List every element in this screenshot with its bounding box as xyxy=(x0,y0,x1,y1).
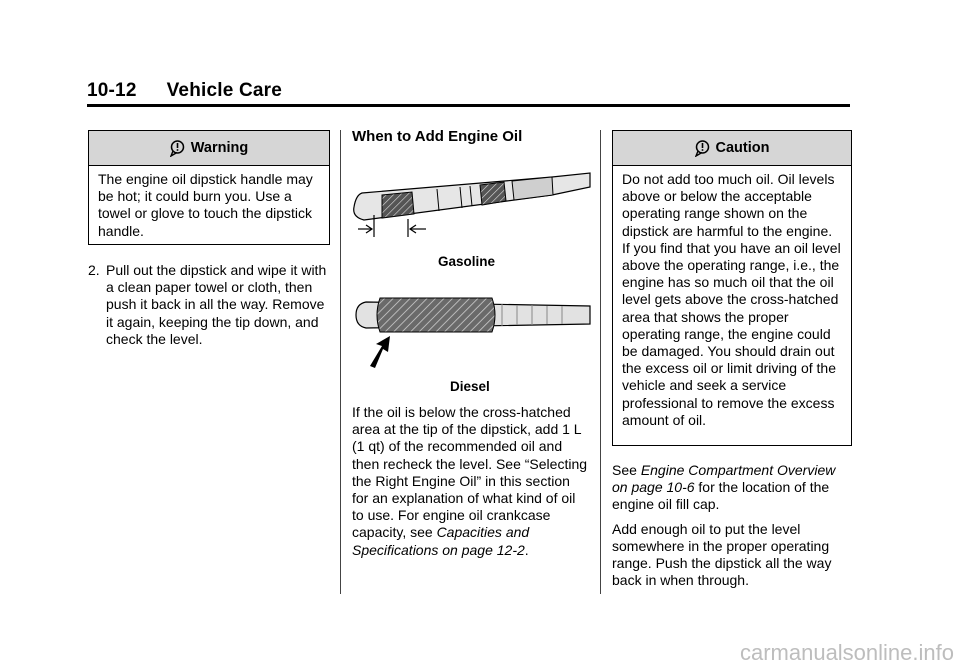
gasoline-dipstick-illustration xyxy=(352,165,592,245)
fill-cap-paragraph xyxy=(612,462,852,514)
column-divider-right xyxy=(600,130,601,594)
header-rule xyxy=(87,104,850,107)
column-divider-left xyxy=(340,130,341,594)
caution-title: Caution xyxy=(715,140,770,156)
watermark: carmanualsonline.info xyxy=(739,640,954,665)
caption-diesel: Diesel xyxy=(450,379,490,394)
step-number: 2. xyxy=(88,262,100,278)
capacities-reference: Capacities and Specifications on page 12-2 xyxy=(352,524,530,558)
step-text: Pull out the dipstick and wipe it with a clean paper towel or cloth, then push it back in all the way. Remove it again, keeping the tip down, and check the level. xyxy=(106,262,327,347)
step-2 xyxy=(88,262,333,348)
diesel-dipstick-illustration xyxy=(352,288,592,368)
see-suffix: for the location of the engine oil fill cap. xyxy=(612,479,830,513)
caption-gasoline: Gasoline xyxy=(438,254,496,269)
warning-text: The engine oil dipstick handle may be hot; it could burn you. Use a towel or glove to touch the dipstick handle. xyxy=(98,171,313,239)
section-heading: When to Add Engine Oil xyxy=(352,128,523,145)
oil-level-text: If the oil is below the cross-hatched area at the tip of the dipstick, add 1 L (1 qt) of the recommended oil and then recheck the level. See “Selecting the Right Engine Oil” in this section for an explanation of what kind of oil to use. For engine oil crankcase capacity, see xyxy=(352,404,588,541)
section-title: Vehicle Care xyxy=(166,80,283,101)
oil-level-paragraph xyxy=(352,404,588,559)
right-column-text xyxy=(612,462,852,596)
warning-header xyxy=(89,131,329,166)
see-prefix: See xyxy=(612,462,641,478)
caution-box xyxy=(612,130,852,446)
page-header xyxy=(87,80,282,102)
add-oil-paragraph: Add enough oil to put the level somewhere in the proper operating range. Push the dipstick all the way back in when through. xyxy=(612,520,832,589)
page-number: 10-12 xyxy=(87,80,137,101)
warning-title: Warning xyxy=(190,140,249,156)
caution-text: Do not add too much oil. Oil levels above or below the acceptable operating range shown on the dipstick are harmful to the engine. If you find that you have an oil level above the operating range, i.e., the engine has so much oil that the oil level gets above the cross-hatched area that shows the proper operating range, the engine could be damaged. You should drain out the excess oil or limit driving of the vehicle and seek a service professional to remove the excess amount of oil. xyxy=(622,171,841,428)
caution-header xyxy=(613,131,851,166)
engine-compartment-reference: Engine Compartment Overview on page 10-6 xyxy=(612,462,836,496)
oil-level-period: . xyxy=(524,541,529,558)
warning-box xyxy=(88,130,330,245)
warning-icon xyxy=(170,140,185,157)
caution-icon xyxy=(695,140,710,157)
